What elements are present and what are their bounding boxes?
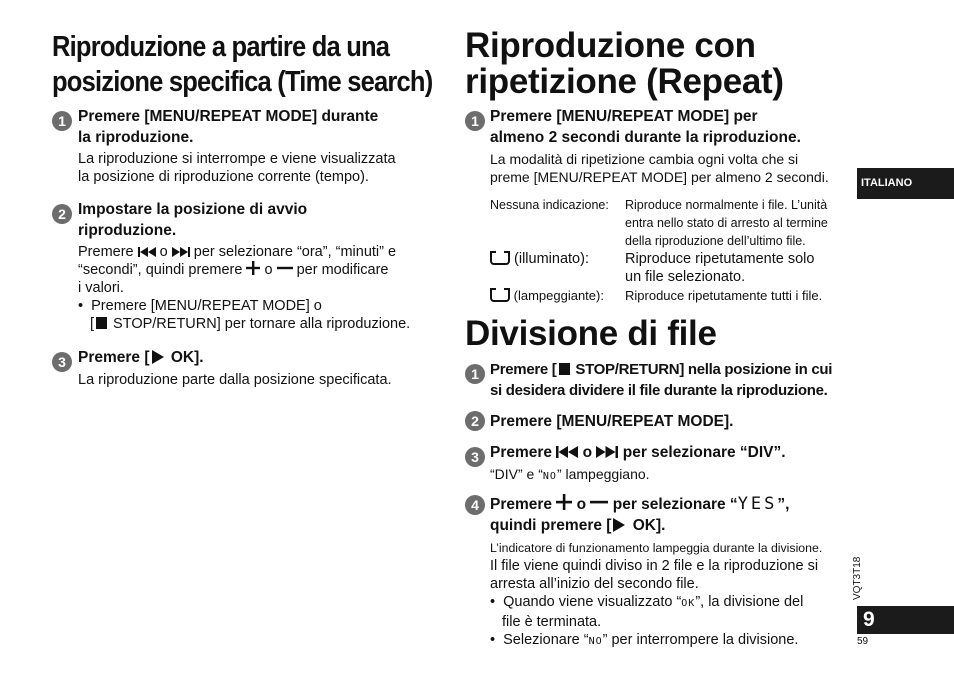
text: “DIV” e “: [490, 466, 543, 482]
text: (illuminato):: [514, 251, 589, 267]
text: quindi premere [: [490, 517, 612, 534]
body-3: arresta all’inizio del secondo file.: [490, 576, 699, 592]
text: per selezionare “: [608, 496, 738, 513]
mode-blink-label: [490, 287, 604, 305]
line-1: [490, 494, 789, 515]
text: [: [90, 316, 95, 332]
div-step-1-heading: [490, 359, 832, 401]
plus-icon: [246, 261, 260, 275]
text: o: [572, 496, 591, 513]
plus-icon: [556, 494, 572, 510]
text: OK].: [166, 349, 204, 366]
step-2-heading: [78, 199, 307, 241]
text: Quando viene visualizzato “: [503, 594, 682, 610]
step-2-body: [78, 243, 410, 333]
line-2: si desidera dividere il file durante la riproduzione.: [490, 382, 828, 399]
language-tab: ITALIANO: [857, 168, 954, 199]
text: “secondi”, quindi premere: [78, 262, 247, 278]
step-1-body-2: la posizione di riproduzione corrente (tempo).: [78, 169, 369, 185]
skip-forward-icon: [172, 247, 190, 257]
title-line-2: ripetizione (Repeat): [465, 62, 784, 101]
section-title-division: Divisione di file: [465, 314, 717, 353]
repeat-step-number-1: 1: [465, 111, 485, 131]
repeat-step-1-heading: [490, 106, 801, 148]
desc-2: entra nello stato di arresto al termine: [625, 216, 828, 230]
text: o: [155, 244, 172, 260]
step-3-heading: [78, 347, 204, 368]
skip-forward-icon: [596, 446, 618, 458]
body-2: preme [MENU/REPEAT MODE] per almeno 2 secondi.: [490, 169, 829, 185]
segment-display-ok: OK: [681, 598, 696, 609]
div-step-number-3: 3: [465, 447, 485, 467]
text: ”, la divisione del: [695, 594, 804, 610]
title-line-2: posizione specifica (Time search): [52, 66, 433, 98]
bullet: •: [490, 632, 496, 648]
div-step-4-body: [490, 557, 818, 651]
text: o: [260, 262, 277, 278]
section-title-time-search: [52, 30, 432, 100]
text: Premere [: [78, 349, 150, 366]
minus-icon: [590, 494, 608, 510]
step-number-1: 1: [52, 111, 72, 131]
section-number-tab: 9: [857, 606, 954, 634]
text: (lampeggiante):: [513, 288, 604, 303]
segment-display-no: NO: [542, 471, 557, 482]
div-step-number-1: 1: [465, 364, 485, 384]
stop-icon: [559, 363, 570, 375]
skip-back-icon: [556, 446, 578, 458]
step-2-body-1: [78, 243, 410, 261]
text: o: [578, 444, 597, 461]
step-3-body: La riproduzione parte dalla posizione specificata.: [78, 372, 392, 388]
text: OK].: [628, 517, 666, 534]
play-icon: [613, 518, 625, 532]
line-2: almeno 2 secondi durante la riproduzione.: [490, 129, 801, 146]
desc-1: Riproduce ripetutamente solo: [625, 251, 815, 267]
div-step-3-heading: [490, 442, 786, 463]
text: Premere [MENU/REPEAT MODE] o: [91, 298, 322, 314]
bullet-2: [490, 631, 818, 651]
step-number-2: 2: [52, 204, 72, 224]
body-1: La modalità di ripetizione cambia ogni volta che si: [490, 151, 799, 167]
div-step-3-body: [490, 465, 650, 486]
text: STOP/RETURN] nella posizione in cui: [571, 361, 833, 378]
stop-icon: [96, 317, 107, 329]
step-2-body-4: [78, 297, 410, 315]
text: ” per interrompere la divisione.: [602, 632, 799, 648]
bullet-1-line-2: file è terminata.: [502, 614, 602, 630]
desc-1: Riproduce normalmente i file. L’unità: [625, 198, 828, 212]
div-step-number-2: 2: [465, 411, 485, 431]
step-1-line-1: Premere [MENU/REPEAT MODE] durante: [78, 108, 379, 125]
div-step-4-heading: [490, 494, 789, 536]
title-line-1: Riproduzione con: [465, 26, 756, 65]
desc-2: un file selezionato.: [625, 269, 746, 285]
mode-blink-desc: Riproduce ripetutamente tutti i file.: [625, 288, 823, 303]
mode-none-desc: [625, 196, 828, 250]
bullet: •: [490, 594, 496, 610]
div-step-4-body-1: L’indicatore di funzionamento lampeggia durante la divisione.: [490, 541, 823, 555]
mode-lit-desc: [625, 250, 814, 286]
mode-lit-label: [490, 250, 589, 268]
page-number: 59: [857, 636, 869, 647]
div-step-2-heading: Premere [MENU/REPEAT MODE].: [490, 413, 734, 430]
repeat-step-1-body: [490, 150, 829, 186]
step-2-body-2: [78, 261, 410, 279]
div-step-number-4: 4: [465, 495, 485, 515]
desc-3: della riproduzione dell’ultimo file.: [625, 234, 806, 248]
play-icon: [152, 350, 164, 364]
skip-back-icon: [138, 247, 156, 257]
text: Premere: [490, 496, 557, 513]
text: Premere: [490, 444, 557, 461]
text: ” lampeggiano.: [556, 466, 650, 482]
step-2-body-3: i valori.: [78, 280, 124, 296]
section-title-repeat: [465, 28, 784, 100]
line-1: [490, 359, 832, 380]
segment-display-yes: YES: [737, 494, 778, 514]
step-number-3: 3: [52, 352, 72, 372]
repeat-one-icon: [490, 251, 510, 265]
step-2-line-1: Impostare la posizione di avvio: [78, 201, 308, 218]
text: per selezionare “ora”, “minuti” e: [189, 244, 397, 260]
repeat-all-icon: [490, 288, 510, 302]
step-1-heading: [78, 106, 378, 148]
text: Premere: [78, 244, 138, 260]
text: ”,: [777, 496, 790, 513]
minus-icon: [277, 261, 293, 275]
body-2: Il file viene quindi diviso in 2 file e la riproduzione si: [490, 558, 819, 574]
step-1-body-1: La riproduzione si interrompe e viene visualizzata: [78, 151, 396, 167]
text: Selezionare “: [503, 632, 589, 648]
mode-none-label: Nessuna indicazione:: [490, 198, 609, 212]
text: per selezionare “DIV”.: [618, 444, 786, 461]
segment-display-no: NO: [588, 636, 603, 647]
bullet: •: [78, 298, 84, 314]
line-1: Premere [MENU/REPEAT MODE] per: [490, 108, 758, 125]
step-1-body: [78, 150, 396, 186]
document-code: VQT3T18: [852, 556, 863, 600]
text: Premere [: [490, 361, 557, 378]
bullet-1: [490, 593, 818, 613]
text: STOP/RETURN] per tornare alla riproduzione.: [109, 316, 411, 332]
step-2-body-5: [78, 315, 410, 333]
step-1-line-2: la riproduzione.: [78, 129, 194, 146]
text: per modificare: [292, 262, 389, 278]
line-2: [490, 515, 789, 536]
title-line-1: Riproduzione a partire da una: [52, 31, 390, 63]
step-2-line-2: riproduzione.: [78, 222, 177, 239]
